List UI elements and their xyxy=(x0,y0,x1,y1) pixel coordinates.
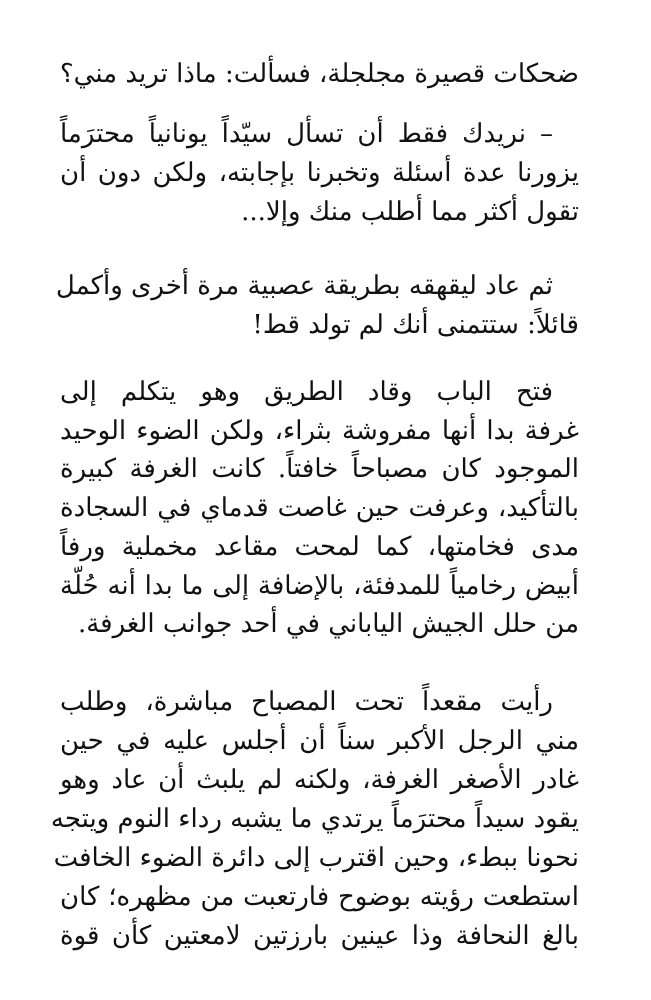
text-line: – نريدك فقط أن تسأل سيّداً يونانياً محترَماً xyxy=(60,119,553,149)
text-line: استطعت رؤيته بوضوح فارتعبت من مظهره؛ كان xyxy=(60,882,579,912)
text-line: بالتأكيد، وعرفت حين غاصت قدماي في السجادة xyxy=(60,493,579,523)
text-line: أبيض رخامياً للمدفئة، بالإضافة إلى ما بدا أنه حُلّة xyxy=(60,571,579,601)
text-line: قائلاً: ستتمنى أنك لم تولد قط! xyxy=(252,310,579,340)
text-line: غرفة بدا أنها مفروشة بثراء، ولكن الضوء الوحيد xyxy=(60,416,579,446)
text-line: من حلل الجيش الياباني في أحد جوانب الغرفة. xyxy=(77,609,579,639)
text-line: ضحكات قصيرة مجلجلة، فسألت: ماذا تريد مني؟ xyxy=(59,59,579,89)
text-line: الموجود كان مصباحاً خافتاً. كانت الغرفة كبيرة xyxy=(60,454,579,484)
text-line: يزورنا عدة أسئلة وتخبرنا بإجابته، ولكن دون أن xyxy=(60,158,579,188)
text-line: نحونا ببطء، وحين اقترب إلى دائرة الضوء الخافت xyxy=(53,843,579,873)
text-line: يقود سيداً محترَماً يرتدي ما يشبه رداء النوم ويتجه xyxy=(50,804,579,834)
text-line: فتح الباب وقاد الطريق وهو يتكلم إلى xyxy=(60,377,553,407)
text-line: بالغ النحافة وذا عينين بارزتين لامعتين كأن قوة xyxy=(60,921,579,951)
text-line: مني الرجل الأكبر سناً أن أجلس عليه في حين xyxy=(60,726,579,756)
text-line: مدى فخامتها، كما لمحت مقاعد مخملية ورفاً xyxy=(60,532,579,562)
text-line: ثم عاد ليقهقه بطريقة عصبية مرة أخرى وأكمل xyxy=(55,271,553,301)
text-line: غادر الأصغر الغرفة، ولكنه لم يلبث أن عاد وهو xyxy=(60,765,579,795)
text-line: رأيت مقعداً تحت المصباح مباشرة، وطلب xyxy=(60,687,553,717)
text-line: تقول أكثر مما أطلب منك وإلا... xyxy=(241,197,579,227)
